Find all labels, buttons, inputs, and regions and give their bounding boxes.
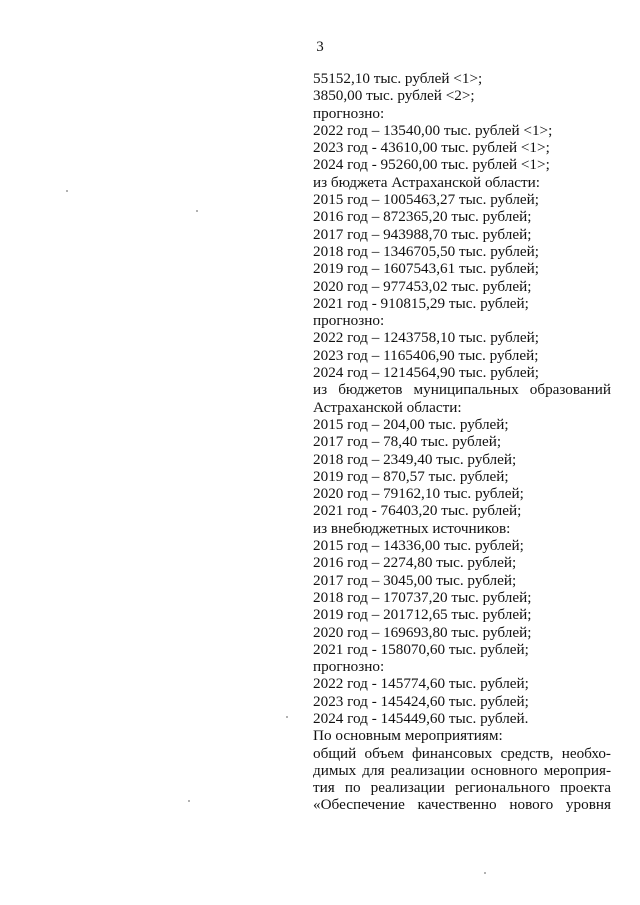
text-line: 2023 год – 1165406,90 тыс. рублей;: [313, 346, 539, 364]
text-line: 2022 год – 1243758,10 тыс. рублей;: [313, 329, 540, 347]
text-line: 2017 год – 3045,00 тыс. рублей;: [313, 571, 517, 589]
text-line: 2019 год – 201712,65 тыс. рублей;: [313, 606, 532, 624]
text-line: 2022 год – 13540,00 тыс. рублей <1>;: [313, 121, 553, 139]
scan-speck: [188, 800, 190, 802]
text-line: 2018 год – 1346705,50 тыс. рублей;: [313, 242, 540, 260]
text-line: 2021 год - 158070,60 тыс. рублей;: [313, 640, 529, 658]
text-line: 55152,10 тыс. рублей <1>;: [313, 70, 483, 87]
text-line: Астраханской области:: [313, 398, 462, 416]
text-line: 2020 год – 977453,02 тыс. рублей;: [313, 277, 532, 295]
text-line: 2016 год – 2274,80 тыс. рублей;: [313, 554, 517, 572]
scan-speck: [196, 210, 198, 212]
text-line: 2020 год – 169693,80 тыс. рублей;: [313, 623, 532, 641]
text-line: из бюджетов муниципальных образований: [313, 381, 611, 399]
text-line: прогнозно:: [313, 658, 385, 676]
text-line: 2021 год - 76403,20 тыс. рублей;: [313, 502, 522, 520]
text-line: 2021 год - 910815,29 тыс. рублей;: [313, 294, 529, 312]
text-line: 2018 год – 2349,40 тыс. рублей;: [313, 450, 517, 468]
text-line: 2022 год - 145774,60 тыс. рублей;: [313, 675, 529, 693]
text-line: прогнозно:: [313, 312, 385, 330]
text-line: прогнозно:: [313, 104, 385, 122]
text-line: 2024 год - 145449,60 тыс. рублей.: [313, 709, 529, 727]
text-line: димых для реализации основного мероприя-: [313, 761, 611, 779]
text-line: По основным мероприятиям:: [313, 727, 503, 745]
text-line: 2019 год – 870,57 тыс. рублей;: [313, 467, 509, 485]
text-line: 2015 год – 14336,00 тыс. рублей;: [313, 537, 524, 555]
text-line: 2020 год – 79162,10 тыс. рублей;: [313, 485, 524, 503]
text-line: 2023 год - 43610,00 тыс. рублей <1>;: [313, 139, 550, 157]
document-text-block: [313, 70, 611, 814]
scan-speck: [66, 190, 68, 192]
text-line: 2015 год – 1005463,27 тыс. рублей;: [313, 191, 540, 209]
text-line: тия по реализации регионального проекта: [313, 779, 611, 797]
text-line: из внебюджетных источников:: [313, 519, 511, 537]
scan-speck: [286, 716, 288, 718]
scan-speck: [484, 872, 486, 874]
text-line: 2017 год – 78,40 тыс. рублей;: [313, 433, 502, 451]
text-line: 2024 год - 95260,00 тыс. рублей <1>;: [313, 156, 550, 174]
text-line: «Обеспечение качественно нового уровня: [313, 796, 611, 814]
text-line: 2019 год – 1607543,61 тыс. рублей;: [313, 260, 540, 278]
text-line: 2017 год – 943988,70 тыс. рублей;: [313, 225, 532, 243]
text-line: 2015 год – 204,00 тыс. рублей;: [313, 415, 509, 433]
text-line: 2016 год – 872365,20 тыс. рублей;: [313, 208, 532, 226]
text-line: 2024 год – 1214564,90 тыс. рублей;: [313, 364, 540, 382]
page-number: 3: [316, 39, 324, 55]
text-line: 3850,00 тыс. рублей <2>;: [313, 87, 475, 105]
text-line: из бюджета Астраханской области:: [313, 173, 540, 191]
text-line: общий объем финансовых средств, необхо-: [313, 744, 611, 762]
text-line: 2018 год – 170737,20 тыс. рублей;: [313, 588, 532, 606]
text-line: 2023 год - 145424,60 тыс. рублей;: [313, 692, 529, 710]
